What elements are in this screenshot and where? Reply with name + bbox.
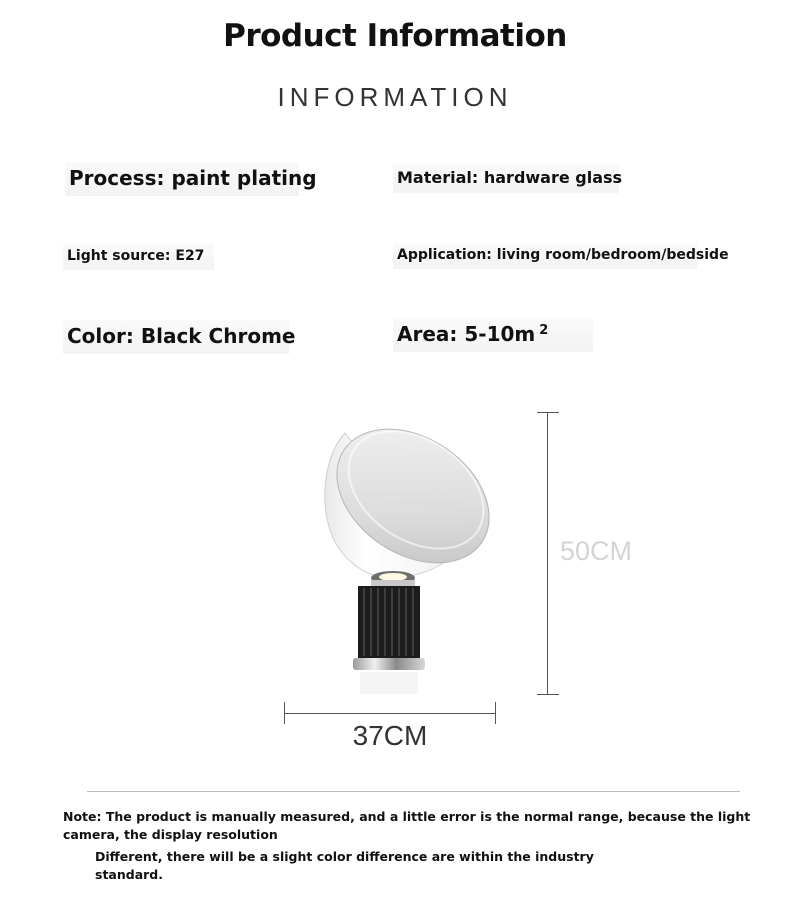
spec-process (65, 162, 317, 196)
spec-value: E27 (175, 248, 205, 264)
note-text-continued: Different, there will be a slight color difference are within the industry standard. (95, 849, 594, 882)
spec-area (393, 318, 593, 352)
area-superscript: 2 (539, 323, 549, 338)
spec-value: 5-10m (464, 322, 536, 346)
height-dimension-label: 50CM (560, 536, 633, 566)
width-dimension-label: 37CM (352, 720, 428, 751)
spec-material (393, 164, 623, 193)
spec-value: living room/bedroom/bedside (496, 247, 729, 263)
height-dimension-line (547, 412, 548, 695)
product-lamp-image (280, 400, 510, 710)
width-tick-right (495, 702, 496, 724)
spec-label: Material: (397, 168, 479, 187)
spec-application (393, 243, 729, 269)
spec-light-source (63, 244, 214, 270)
spec-value: paint plating (171, 166, 317, 190)
spec-label: Light source: (67, 248, 171, 264)
spec-label: Application: (397, 247, 492, 263)
spec-color (63, 320, 296, 354)
spec-label: Color: (67, 324, 134, 348)
spec-label: Process: (69, 166, 165, 190)
page-title: Product Information (223, 18, 567, 54)
spec-value: Black Chrome (140, 324, 296, 348)
height-tick-top (537, 412, 559, 413)
spec-value: hardware glass (483, 168, 623, 187)
page-subtitle: INFORMATION (277, 82, 513, 112)
width-dimension-line (284, 713, 496, 714)
note-text: Note: The product is manually measured, and a little error is the normal range, because the light camera, the display resolution (63, 809, 751, 842)
divider (87, 791, 740, 792)
spec-label: Area: (397, 322, 458, 346)
width-tick-left (284, 702, 285, 724)
height-tick-bottom (537, 694, 559, 695)
